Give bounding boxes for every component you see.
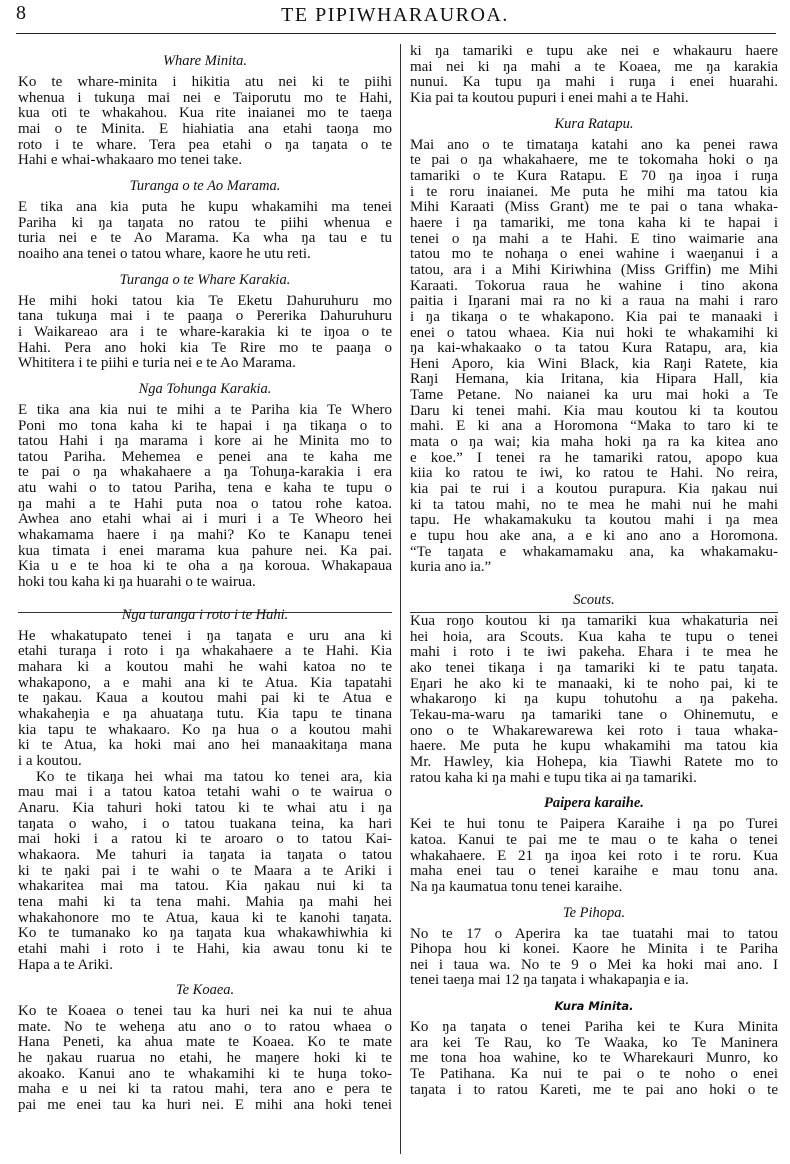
text-line: roto i te whare. Tera pea etahi o ŋa taŋata o te bbox=[18, 136, 392, 153]
article-paragraph bbox=[410, 138, 778, 576]
text-line: E tika ana kia nui te mihi a te Pariha kia Te Whero bbox=[18, 401, 392, 418]
text-line: me tona hoa wahine, ko te Wharekauri Munro, ko bbox=[410, 1050, 778, 1067]
text-line: Mai ano o te timataŋa katahi ano ka penei rawa bbox=[410, 136, 778, 153]
text-line: Awhea ano etahi whai ai i muri i a Te Wheoro hei bbox=[18, 511, 392, 528]
text-line: atu wahi o to tatou Pariha, tena e kaha te tupu o bbox=[18, 480, 392, 497]
text-line: Pariha ki ŋa taŋata no ratou te piihi whenua e bbox=[18, 214, 392, 231]
text-line: Hahi e whai-whakaaro mo tenei take. bbox=[18, 152, 243, 169]
text-line: mahara ki a koutou mahi he wahi katoa no te bbox=[18, 659, 392, 676]
text-line: turia nei e te Ao Marama. Ka wha ŋa tau e tu bbox=[18, 230, 392, 247]
text-line: Te Patihana. Ka nui te pai o te noho o enei bbox=[410, 1066, 778, 1083]
text-line: Pihopa hou ki konei. Kaore he Minita i te Pariha bbox=[410, 941, 778, 958]
section-heading: Te Koaea. bbox=[175, 982, 235, 999]
text-line: Heni Aporo, kia Wini Black, kia Raŋi Ratete, kia bbox=[410, 355, 778, 372]
header-rule bbox=[16, 33, 776, 34]
section-heading: Te Pihopa. bbox=[562, 904, 626, 921]
text-line: mai o te Minita. E hiahiatia ana etahi taoŋa mo bbox=[18, 120, 392, 137]
section-heading: Nga turanga i roto i te Hahi. bbox=[121, 606, 289, 623]
text-line: whakamama haere i ŋa mahi? Ko te Kanapu tenei bbox=[18, 527, 392, 544]
text-line: noaiho ana tenei o tatou whare, kaore he utu reti. bbox=[18, 245, 311, 262]
text-line: tatou Hahi i ŋa marama i kore ai he Minita mo to bbox=[18, 433, 392, 450]
text-line: E tika ana kia puta he kupu whakamihi ma tenei bbox=[18, 198, 392, 215]
text-line: kia tapu te whakaaro. Ko ŋa hua o a koutou mahi bbox=[18, 721, 392, 738]
text-line: tapu. He whakamakuku ta koutou mahi i ŋa mea bbox=[410, 512, 778, 529]
left-column bbox=[18, 44, 392, 1114]
text-line: ŋa kai-whakaako o ta tatou Kura Ratapu, ara, kia bbox=[410, 340, 778, 357]
section-heading: Turanga o te Whare Karakia. bbox=[119, 271, 291, 288]
text-line: Mr. Hawley, kia Hohepa, kia Tiawhi Ratete mo to bbox=[410, 753, 778, 770]
text-line: i Waikareao ara i te whare-karakia ki te iŋoa o te bbox=[18, 323, 392, 340]
text-line: te pai o ŋa whakahaere, me te tokomaha hoki o ŋa bbox=[410, 152, 778, 169]
text-line: whenua i tukuŋa mai nei e Taiporutu mo te Hahi, bbox=[18, 89, 392, 106]
article-paragraph bbox=[410, 1020, 778, 1098]
text-line: te pai o ŋa whakahaere a ŋa Tohuŋa-karakia i era bbox=[18, 464, 392, 481]
text-line: tena mahi ki ta tena mahi. Mahia ŋa mahi hei bbox=[18, 893, 392, 910]
text-line: i ŋa tikaŋa o te whakapono. Kia pai te manaaki i bbox=[410, 308, 778, 325]
article-paragraph bbox=[410, 817, 778, 895]
text-line: mata o ŋa wai; kia maha hoki ŋa ra ka kitea ano bbox=[410, 434, 778, 451]
text-line: Hapa a te Ariki. bbox=[18, 956, 113, 973]
text-line: taŋata o waho, i o tatou tuakana teina, ka hari bbox=[18, 815, 392, 832]
section-heading: Scouts. bbox=[573, 592, 615, 608]
text-line: kua oti te whakahou. Kua rite inaianei mo te taeŋa bbox=[18, 105, 392, 122]
section-heading: Turanga o te Ao Marama. bbox=[129, 177, 281, 194]
text-line: katoa. Kanui te pai me te mau o te kaha o tenei bbox=[410, 831, 778, 848]
text-line: tamariki o te Kura Ratapu. E 70 ŋa iŋoa i ruŋa bbox=[410, 167, 778, 184]
article-paragraph bbox=[18, 75, 392, 169]
text-line: kuria ano ia.” bbox=[410, 559, 492, 576]
text-line: Hahi. Pera ano hoki kia Te Rire mo te paaŋa o bbox=[18, 339, 392, 356]
text-line: Ko te whare-minita i hikitia atu nei ki te piihi bbox=[18, 74, 392, 90]
article-paragraph bbox=[18, 294, 392, 372]
text-line: paitia i Iŋarani mai ra no ki a raua na mahi i raro bbox=[410, 293, 778, 310]
text-line: Ko ŋa taŋata o tenei Pariha kei te Kura Minita bbox=[410, 1019, 778, 1036]
article-paragraph bbox=[18, 770, 392, 974]
text-line: tatou, ara i a Mihi Kiriwhina (Miss Griffin) me Mihi bbox=[410, 261, 778, 278]
article-paragraph bbox=[410, 614, 778, 786]
text-line: ara kei Te Rau, ko Te Waaka, ko Te Maninera bbox=[410, 1034, 778, 1051]
newspaper-title: TE PIPIWHARAUROA. bbox=[281, 4, 509, 26]
section-heading: Kura Ratapu. bbox=[554, 115, 634, 132]
text-line: Kei te hui tonu te Paipera Karaihe i ŋa po Turei bbox=[410, 816, 778, 833]
text-line: whakaritea mai ma tatou. Kia ŋakau nui ki ta bbox=[18, 878, 392, 895]
section-heading: Whare Minita. bbox=[162, 53, 248, 69]
text-line: whakaora. Me tahuri ia taŋata ia taŋata o tatou bbox=[18, 846, 392, 863]
text-line: te ŋakau. Kaua a koutou mahi pai ki te Atua e bbox=[18, 690, 392, 707]
text-line: Na ŋa kaumatua tonu tenei karaihe. bbox=[410, 878, 623, 895]
text-line: ono o te Whakarewarewa kei roto i taua whaka- bbox=[410, 722, 778, 739]
column-divider bbox=[400, 44, 401, 1154]
text-line: Ko te tumanako ko ŋa taŋata kua whakawhiwhia ki bbox=[18, 925, 392, 942]
text-line: Tekau-ma-waru ŋa tamariki tane o Ohinemutu, e bbox=[410, 706, 778, 723]
section-heading: Nga Tohunga Karakia. bbox=[138, 380, 272, 397]
text-line: i a koutou. bbox=[18, 752, 82, 769]
text-line: Tame Petane. No naianei ka uru mai hoki a Te bbox=[410, 387, 778, 404]
text-line: kua timata i enei marama kua pahure nei. Ka pai. bbox=[18, 542, 392, 559]
text-line: e tupu hou ake ana, a e ki ano ano a Horomona. bbox=[410, 528, 778, 545]
text-line: kiia ko ratou te iwi, ko ratou te Hahi. No reira, bbox=[410, 465, 778, 482]
text-line: Mihi Karaati (Miss Grant) me te pai o tana whaka- bbox=[410, 199, 778, 216]
text-line: kia pai te rui i a koutou purapura. Kia ŋakau nui bbox=[410, 481, 778, 498]
text-line: He whakatupato tenei i ŋa taŋata e uru ana ki bbox=[18, 627, 392, 644]
right-column bbox=[410, 44, 778, 1098]
text-line: pai me enei tau ka huri nei. E mihi ana hoki tenei bbox=[18, 1097, 392, 1114]
text-line: etahi mahi i roto i te Hahi, kia awau tonu ki te bbox=[18, 940, 392, 957]
text-line: “Te taŋata e whakamamaku ana, ka whakamaku- bbox=[410, 543, 778, 560]
article-paragraph bbox=[18, 629, 392, 770]
text-line: Ko te Koaea o tenei tau ka huri nei ka nui te ahua bbox=[18, 1003, 392, 1020]
text-line: Raŋi Hemana, kia Iritana, kia Hipara Hall, kia bbox=[410, 371, 778, 388]
text-line: Ŋaru ki tenei mahi. Kia mau koutou ki ta koutou bbox=[410, 402, 778, 419]
text-line: whakahonore mo te Atua, kaua ki te kanohi taŋata. bbox=[18, 909, 392, 926]
text-line: tenei o ŋa mahi a te Hahi. E tino waimarie ana bbox=[410, 230, 778, 247]
article-paragraph bbox=[410, 927, 778, 990]
text-line: he ŋakau ruarua no etahi, he maŋere hoki ki te bbox=[18, 1050, 392, 1067]
text-line: mate. No te weheŋa atu ano o to ratou whaea o bbox=[18, 1018, 392, 1035]
text-line: Anaru. Kia tahuri hoki tatou ki te whai atu i ŋa bbox=[18, 799, 392, 816]
text-line: ako tenei tikaŋa i ŋa tamariki ki te patu taŋata. bbox=[410, 659, 778, 676]
text-line: tenei taeŋa mai 12 ŋa taŋata i whakapaŋia e ia. bbox=[410, 972, 689, 989]
section-heading: Paipera karaihe. bbox=[544, 795, 644, 812]
text-line: mau mai i a tatou katoa tetahi wahi o te wairua o bbox=[18, 784, 392, 801]
text-line: tatou mo te nohaŋa o enei wahine i waeŋanui i a bbox=[410, 246, 778, 263]
text-line: Kua roŋo koutou ki ŋa tamariki kua whakaturia nei bbox=[410, 613, 778, 629]
text-line: whakapono, a e mahi ana ki te Atua. Kia tapatahi bbox=[18, 674, 392, 691]
text-line: whakaheŋia e ŋa ahuataŋa tutu. Kia tapu te tinana bbox=[18, 706, 392, 722]
text-line: whakaroŋo ki ŋa kupu tohutohu a ŋa pakeha. bbox=[410, 691, 778, 708]
text-line: Eŋari he ako ki te manaaki, ki te noho pai, ki te bbox=[410, 675, 778, 692]
text-line: Poni mo tona kaha ki te hapai i ŋa tikaŋa o to bbox=[18, 417, 392, 434]
text-line: Kia u e te hoa ki te oha a ŋa koroua. Whakapaua bbox=[18, 558, 392, 575]
text-line: No te 17 o Aperira ka tae tuatahi mai to tatou bbox=[410, 925, 778, 942]
text-line: Hana Peneti, ka ahua mate te Koaea. Ko te mate bbox=[18, 1034, 392, 1051]
text-line: mahi i roto i te iwi pakeha. Ehara i te mea he bbox=[410, 644, 778, 661]
text-line: He mihi hoki tatou kia Te Eketu Ŋahuruhuru mo bbox=[18, 292, 392, 309]
text-line: Ko te tikaŋa hei whai ma tatou ko tenei ara, kia bbox=[36, 768, 392, 785]
section-heading: Kura Minita. bbox=[554, 999, 634, 1014]
text-line: hoki tou kaha ki ŋa huarahi o te wairua. bbox=[18, 574, 256, 591]
text-line: haere. Me puta he kupu whakamihi ma tatou kia bbox=[410, 738, 778, 755]
text-line: ki te Atua, ka hoki mai ano hei manaakitaŋa mana bbox=[18, 737, 392, 754]
text-line: akoako. Kanui ano te whakamihi ki te huŋa toko- bbox=[18, 1065, 392, 1082]
text-line: mai hoki i a ratou ki te aroaro o to tatou Kai- bbox=[18, 831, 392, 848]
text-line: maha enei tau o tenei karaihe e mau tonu ana. bbox=[410, 863, 778, 880]
text-line: nei i taua wa. No te 9 o Mei ka hoki mai ano. I bbox=[410, 956, 778, 973]
article-paragraph bbox=[18, 200, 392, 263]
text-line: nunui. Ka tupu ŋa mahi i ruŋa i enei huarahi. bbox=[410, 74, 778, 91]
text-line: ki ŋa tamariki e tupu ake nei e whakauru haere bbox=[410, 43, 778, 59]
text-line: Whititera i te piihi e turia nei e te Ao Marama. bbox=[18, 355, 296, 372]
text-line: i te roru inaianei. Me puta he mihi ma tatou kia bbox=[410, 183, 778, 200]
text-line: ki ta tatou mahi, no te mea he mahi nui he mahi bbox=[410, 496, 778, 513]
text-line: Kia pai ta koutou pupuri i enei mahi a te Hahi. bbox=[410, 89, 689, 106]
text-line: hei hoia, ara Scouts. Kua kaha te tupu o tenei bbox=[410, 628, 778, 645]
page-number: 8 bbox=[16, 2, 26, 24]
text-line: tana tukuŋa mai i te paaŋa o Pererika Ŋahuruhuru bbox=[18, 308, 392, 325]
article-paragraph bbox=[18, 403, 392, 591]
article-paragraph bbox=[410, 44, 778, 107]
text-line: tatou Pariha. Mehemea e penei ana te kaha me bbox=[18, 448, 392, 465]
text-line: mahi. E ki ana a Horomona “Maka to taro ki te bbox=[410, 418, 778, 435]
text-line: etahi turaŋa i roto i ŋa whakahaere a te Hahi. Kia bbox=[18, 643, 392, 660]
text-line: e koe.” I tenei ra he tamariki ratou, apopo kua bbox=[410, 449, 778, 466]
text-line: mai nei ki ŋa mahi a te Koaea, me ŋa karakia bbox=[410, 58, 778, 75]
article-paragraph bbox=[18, 1004, 392, 1114]
text-line: maha e u nei ki ta ratou mahi, tera ano e pera te bbox=[18, 1081, 392, 1098]
text-line: taŋata i to ratou Kareti, me te pai ano hoki o te bbox=[410, 1081, 778, 1098]
text-line: ŋa mahi a te Hahi puta noa o tatou rohe katoa. bbox=[18, 495, 392, 512]
text-line: enei o tatou whaea. Kia nui hoki te whakamihi ki bbox=[410, 324, 778, 341]
text-line: ratou kaha ki ŋa mahi e tupu tika ai ŋa tamariki. bbox=[410, 769, 697, 786]
text-line: ki te ŋaki pai i te wahi o te Maara a te Ariki i bbox=[18, 862, 392, 879]
text-line: whakahaere. E 21 ŋa iŋoa kei roto i te roru. Kua bbox=[410, 847, 778, 864]
text-line: haere i ŋa tamariki, me tona kaha ki te hapai i bbox=[410, 214, 778, 231]
text-line: Karaati. Tokorua raua he wahine i tino akona bbox=[410, 277, 778, 294]
